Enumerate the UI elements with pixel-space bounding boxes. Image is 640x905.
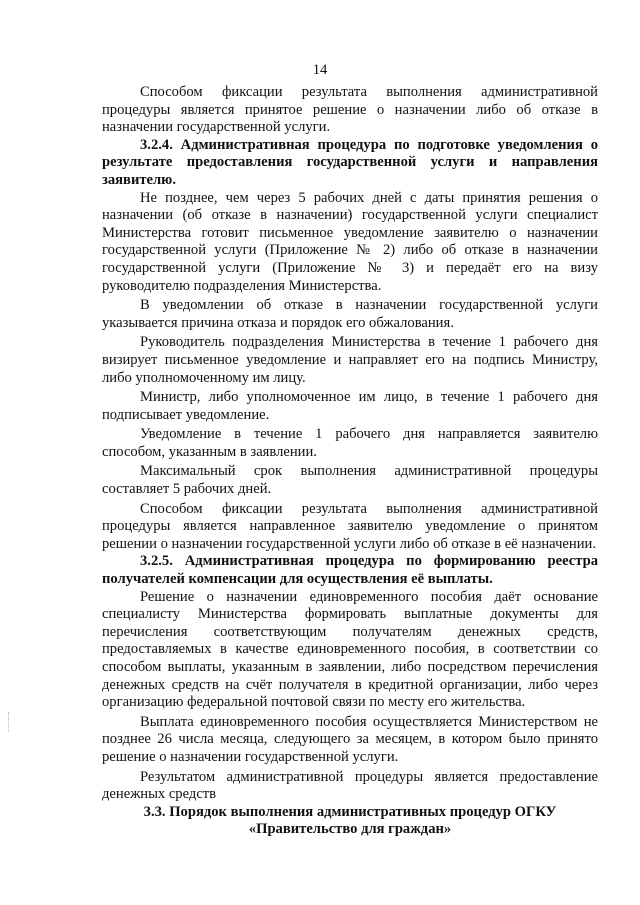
paragraph-notification-sending: Уведомление в течение 1 рабочего дня направляется заявителю способом, указанным в заявлении. <box>102 426 598 460</box>
document-body <box>102 84 598 839</box>
scan-margin-mark <box>8 712 15 732</box>
page-number: 14 <box>312 62 328 78</box>
paragraph-minister-signature: Министр, либо уполномоченное им лицо, в течение 1 рабочего дня подписывает уведомление. <box>102 389 598 423</box>
paragraph-procedure-result: Результатом административной процедуры является предоставление денежных средств <box>102 768 598 803</box>
section-heading-3-3-line2: «Правительство для граждан» <box>248 821 452 838</box>
paragraph-notification-deadline: Не позднее, чем через 5 рабочих дней с даты принятия решения о назначении (об отказе в назначении) государственной услуги специалист Министерства готовит письменное уведомление заявителю о назначении государственной услуги (Приложение № 2) либо об отказе в назначении государственной услуги (Приложение № 3) и передаёт его на визу руководителю подразделения Министерства. <box>102 189 598 294</box>
section-heading-3-2-5: 3.2.5. Административная процедура по формированию реестра получателей компенсации для осуществления её выплаты. <box>102 553 598 588</box>
paragraph-fixation-notification: Способом фиксации результата выполнения административной процедуры является направленное заявителю уведомление о принятом решении о назначении государственной услуги либо об отказе в её назначении. <box>102 500 598 552</box>
paragraph-max-duration: Максимальный срок выполнения административной процедуры составляет 5 рабочих дней. <box>102 463 598 498</box>
paragraph-refusal-reason: В уведомлении об отказе в назначении государственной услуги указывается причина отказа и порядок его обжалования. <box>102 297 598 331</box>
section-heading-3-3-line1: 3.3. Порядок выполнения административных процедур ОГКУ <box>143 803 557 820</box>
paragraph-payment-deadline: Выплата единовременного пособия осуществляется Министерством не позднее 26 числа месяца, следующего за месяцем, в котором было принято решение о назначении государственной услуги. <box>102 713 598 765</box>
paragraph-fixation-result: Способом фиксации результата выполнения административной процедуры является принятое решение о назначении либо об отказе в назначении государственной услуги. <box>102 84 598 136</box>
paragraph-payment-documents: Решение о назначении единовременного пособия даёт основание специалисту Министерства формировать выплатные документы для перечисления соответствующим получателям денежных средств, предоставляемых в качестве единовременного пособия, в соответствии со способом выплаты, указанным в заявлении, либо посредством перечисления денежных средств на счёт получателя в кредитной организации, либо через организацию федеральной почтовой связи по месту его жительства. <box>102 588 598 711</box>
section-heading-3-2-4: 3.2.4. Административная процедура по подготовке уведомления о результате предоставления государственной услуги и направления заявителю. <box>102 136 598 188</box>
paragraph-head-endorsement: Руководитель подразделения Министерства в течение 1 рабочего дня визирует письменное уведомление и направляет его на подпись Министру, либо уполномоченному им лицу. <box>102 334 598 386</box>
